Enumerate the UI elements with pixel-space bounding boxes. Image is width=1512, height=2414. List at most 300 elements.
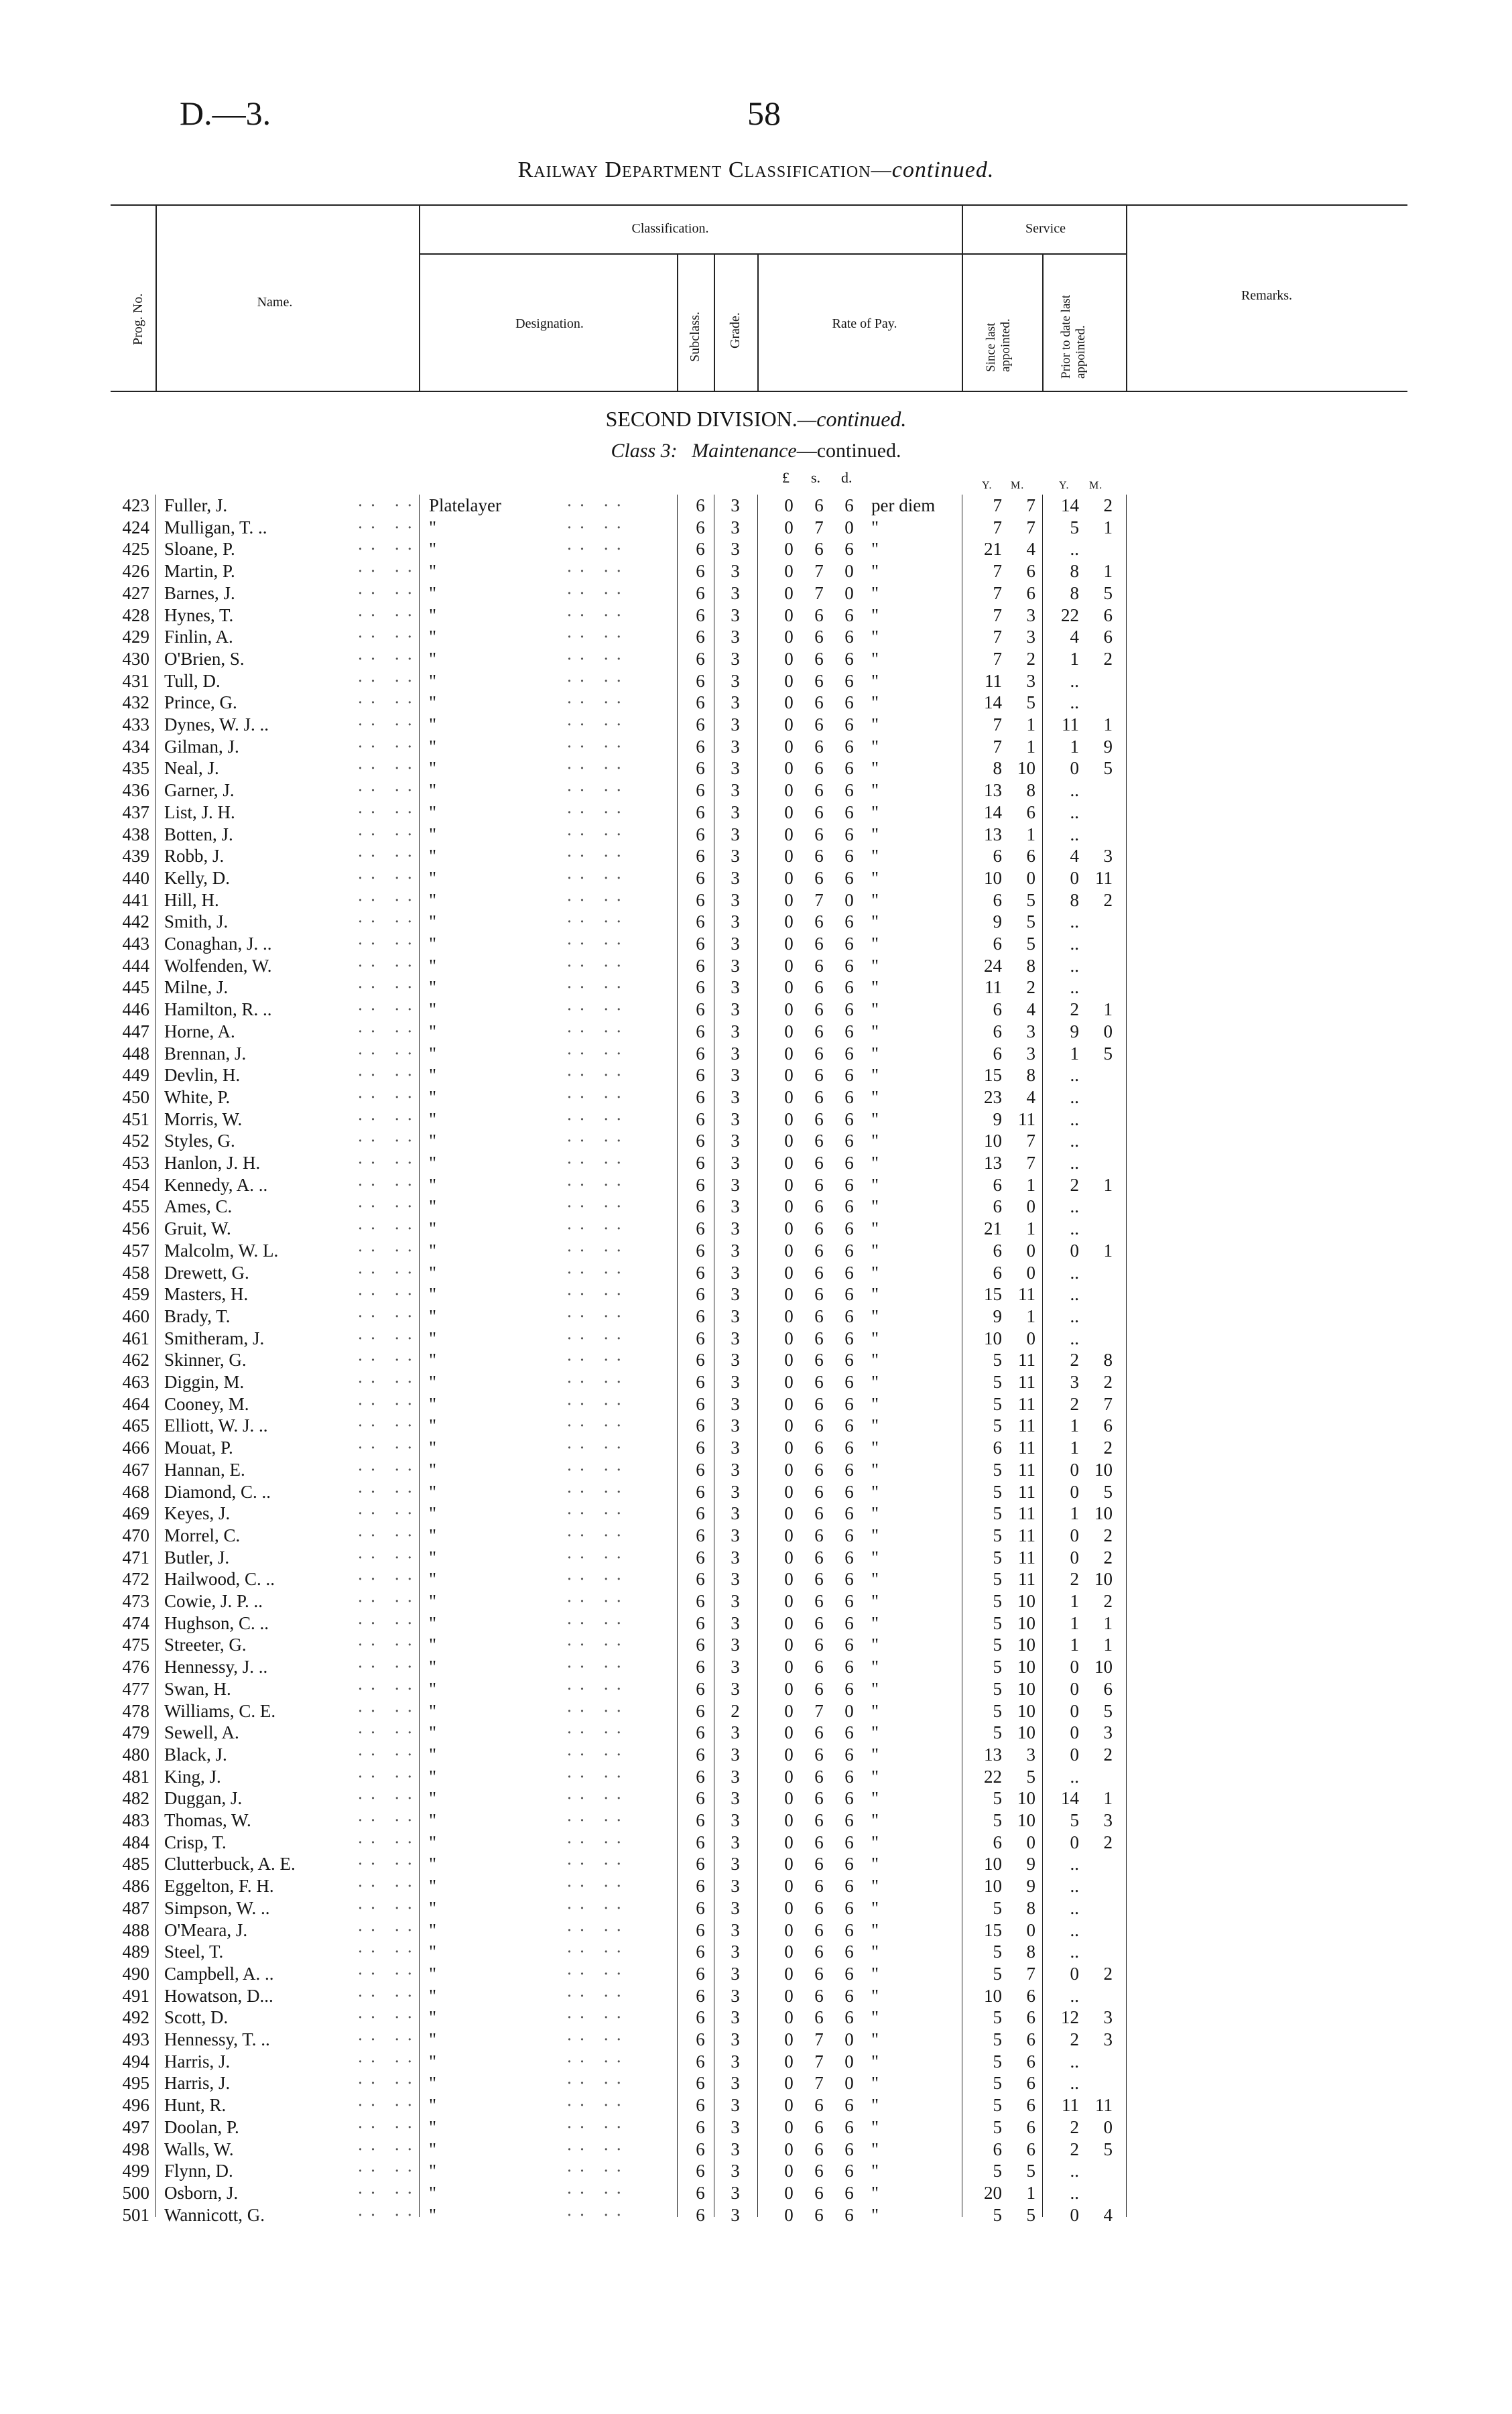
prog-number: 489: [122, 1942, 149, 1962]
prog-number: 446: [122, 999, 149, 1020]
prior-years: 3: [1070, 1372, 1079, 1392]
grade: 3: [731, 561, 740, 582]
grade: 3: [731, 867, 740, 888]
designation: ": [429, 1086, 437, 1107]
pay-period: ": [871, 1372, 879, 1392]
prior-years: ..: [1070, 1086, 1079, 1107]
leader-dots: ·· ··: [357, 1065, 420, 1086]
pay-shillings: 6: [814, 1547, 824, 1568]
designation: ": [429, 1985, 437, 2006]
designation: ": [429, 846, 437, 867]
leader-dots: ·· ··: [566, 1810, 629, 1830]
employee-name: Sloane, P.: [164, 539, 235, 560]
prior-years: ..: [1070, 977, 1079, 998]
pay-period: ": [871, 1218, 879, 1239]
since-months: 10: [1017, 1591, 1035, 1611]
leader-dots: ·· ··: [566, 1438, 629, 1458]
pay-period: ": [871, 1108, 879, 1129]
prior-months: 1: [1103, 517, 1113, 537]
grade: 3: [731, 495, 740, 515]
pay-pounds: 0: [784, 889, 794, 910]
pay-shillings: 6: [814, 1415, 824, 1436]
grade: 3: [731, 1153, 740, 1173]
pay-pence: 6: [844, 999, 854, 1020]
employee-name: Barnes, J.: [164, 582, 235, 603]
prog-number: 424: [122, 517, 149, 537]
grade: 3: [731, 1350, 740, 1371]
grade: 3: [731, 1766, 740, 1787]
grade: 3: [731, 1657, 740, 1677]
prior-years: 0: [1070, 1722, 1079, 1743]
table-row: [0, 1306, 1512, 1327]
since-years: 14: [984, 802, 1002, 822]
pay-shillings: 6: [814, 802, 824, 822]
prior-months: 4: [1103, 2204, 1113, 2225]
subclass: 6: [696, 911, 705, 932]
since-years: 5: [993, 2204, 1002, 2225]
since-years: 5: [993, 1722, 1002, 1743]
pay-pounds: 0: [784, 1438, 794, 1458]
leader-dots: ·· ··: [566, 517, 629, 537]
prog-number: 487: [122, 1897, 149, 1918]
prior-to-date-header: Prior to date last appointed.: [1059, 294, 1088, 379]
subclass: 6: [696, 1108, 705, 1129]
subclass: 6: [696, 561, 705, 582]
since-months: 1: [1026, 714, 1035, 735]
designation: ": [429, 1503, 437, 1524]
subclass: 6: [696, 846, 705, 867]
since-years: 5: [993, 2051, 1002, 2072]
leader-dots: ·· ··: [566, 1612, 629, 1633]
prior-months: 9: [1103, 736, 1113, 757]
since-years: 10: [984, 867, 1002, 888]
since-years: 5: [993, 2073, 1002, 2094]
designation: ": [429, 1174, 437, 1195]
employee-name: Scott, D.: [164, 2007, 229, 2028]
pay-shillings: 6: [814, 1854, 824, 1875]
leader-dots: ·· ··: [566, 2095, 629, 2116]
since-years: 5: [993, 1393, 1002, 1414]
since-years: 5: [993, 1700, 1002, 1721]
pay-shillings: 6: [814, 2095, 824, 2116]
employee-name: Elliott, W. J. ..: [164, 1415, 268, 1436]
pay-shillings: 6: [814, 1240, 824, 1261]
employee-name: Smith, J.: [164, 911, 229, 932]
table-row: [0, 1568, 1512, 1590]
since-years: 21: [984, 1218, 1002, 1239]
designation: ": [429, 2051, 437, 2072]
pay-pence: 6: [844, 692, 854, 713]
leader-dots: ·· ··: [566, 2051, 629, 2072]
pay-pounds: 0: [784, 1393, 794, 1414]
subclass: 6: [696, 1591, 705, 1611]
pay-pence: 6: [844, 1569, 854, 1590]
pay-pounds: 0: [784, 714, 794, 735]
subclass: 6: [696, 1153, 705, 1173]
employee-name: Hannan, E.: [164, 1459, 245, 1480]
pay-pounds: 0: [784, 1635, 794, 1655]
pay-period: ": [871, 1744, 879, 1765]
prior-months: 3: [1103, 2029, 1113, 2049]
grade: 3: [731, 1306, 740, 1326]
subclass: 6: [696, 2139, 705, 2159]
prior-years: 2: [1070, 2116, 1079, 2137]
shilling-unit: s.: [811, 469, 821, 486]
leader-dots: ·· ··: [357, 1766, 420, 1787]
pay-pence: 6: [844, 2161, 854, 2181]
since-years: 7: [993, 648, 1002, 669]
pay-shillings: 7: [814, 2029, 824, 2049]
pay-pence: 6: [844, 1021, 854, 1041]
leader-dots: ·· ··: [566, 758, 629, 779]
since-months: 9: [1026, 1876, 1035, 1897]
grade: 3: [731, 1065, 740, 1086]
since-months: 0: [1026, 1919, 1035, 1940]
leader-dots: ·· ··: [357, 1657, 420, 1677]
designation: ": [429, 1328, 437, 1348]
leader-dots: ·· ··: [357, 1832, 420, 1852]
since-months: 7: [1026, 1153, 1035, 1173]
prior-months: 11: [1095, 2095, 1113, 2116]
prior-years: 1: [1070, 1438, 1079, 1458]
pay-shillings: 6: [814, 1393, 824, 1414]
leader-dots: ·· ··: [566, 1284, 629, 1305]
employee-name: Osborn, J.: [164, 2182, 239, 2203]
prog-number: 479: [122, 1722, 149, 1743]
subclass: 6: [696, 867, 705, 888]
pay-period: ": [871, 1722, 879, 1743]
employee-name: Hughson, C. ..: [164, 1612, 269, 1633]
prior-years: ..: [1070, 1897, 1079, 1918]
subclass: 6: [696, 1021, 705, 1041]
prior-years: ..: [1070, 2161, 1079, 2181]
table-row: [0, 933, 1512, 954]
prog-number: 433: [122, 714, 149, 735]
prior-months: 10: [1094, 1569, 1113, 1590]
pay-period: ": [871, 999, 879, 1020]
prog-number: 488: [122, 1919, 149, 1940]
prior-years: 0: [1070, 1547, 1079, 1568]
leader-dots: ·· ··: [566, 824, 629, 844]
prior-months: 2: [1103, 495, 1113, 515]
pay-shillings: 6: [814, 1657, 824, 1677]
prior-months: 2: [1103, 1525, 1113, 1545]
prior-years: ..: [1070, 1766, 1079, 1787]
designation: ": [429, 1678, 437, 1699]
leader-dots: ·· ··: [357, 1876, 420, 1897]
employee-name: Malcolm, W. L.: [164, 1240, 279, 1261]
subclass: 6: [696, 1919, 705, 1940]
prior-years: 8: [1070, 582, 1079, 603]
prog-number: 491: [122, 1985, 149, 2006]
since-months: 8: [1026, 780, 1035, 801]
prior-years: 0: [1070, 758, 1079, 779]
prior-months: 2: [1103, 889, 1113, 910]
pay-pence: 6: [844, 2204, 854, 2225]
pay-pence: 6: [844, 955, 854, 976]
designation: ": [429, 1131, 437, 1151]
employee-name: Wannicott, G.: [164, 2204, 265, 2225]
table-row: [0, 999, 1512, 1020]
grade: 3: [731, 2051, 740, 2072]
designation: Platelayer: [429, 495, 501, 515]
leader-dots: ·· ··: [566, 2007, 629, 2028]
subclass: 6: [696, 1525, 705, 1545]
designation: ": [429, 1438, 437, 1458]
since-years: 7: [993, 627, 1002, 647]
prior-months: 5: [1103, 582, 1113, 603]
grade: 3: [731, 539, 740, 560]
pay-shillings: 6: [814, 1306, 824, 1326]
since-years: 6: [993, 1240, 1002, 1261]
grade: 3: [731, 911, 740, 932]
designation: ": [429, 1459, 437, 1480]
since-months: 2: [1026, 648, 1035, 669]
prog-number: 447: [122, 1021, 149, 1041]
since-years: 7: [993, 736, 1002, 757]
pay-pounds: 0: [784, 539, 794, 560]
pay-pence: 6: [844, 1503, 854, 1524]
subclass: 6: [696, 2204, 705, 2225]
since-years: 23: [984, 1086, 1002, 1107]
prog-number: 437: [122, 802, 149, 822]
pay-shillings: 6: [814, 1218, 824, 1239]
leader-dots: ·· ··: [566, 780, 629, 801]
subclass: 6: [696, 1788, 705, 1809]
leader-dots: ·· ··: [357, 539, 420, 560]
prior-years: ..: [1070, 1131, 1079, 1151]
table-row: [0, 1459, 1512, 1480]
designation: ": [429, 802, 437, 822]
since-years: 13: [984, 780, 1002, 801]
pay-pence: 6: [844, 1722, 854, 1743]
leader-dots: ·· ··: [566, 1854, 629, 1875]
pay-shillings: 6: [814, 736, 824, 757]
pay-period: ": [871, 1612, 879, 1633]
leader-dots: ·· ··: [357, 1086, 420, 1107]
pay-pence: 6: [844, 1196, 854, 1217]
designation: ": [429, 934, 437, 954]
pay-shillings: 7: [814, 517, 824, 537]
prog-number: 493: [122, 2029, 149, 2049]
prior-years: ..: [1070, 1854, 1079, 1875]
employee-name: Gilman, J.: [164, 736, 239, 757]
leader-dots: ·· ··: [566, 1919, 629, 1940]
since-years: 9: [993, 1108, 1002, 1129]
pay-pounds: 0: [784, 2007, 794, 2028]
subclass: 6: [696, 1744, 705, 1765]
since-months: 5: [1026, 934, 1035, 954]
pay-shillings: 6: [814, 999, 824, 1020]
designation: ": [429, 824, 437, 844]
leader-dots: ·· ··: [566, 1722, 629, 1743]
since-years: 9: [993, 911, 1002, 932]
since-months: 5: [1026, 911, 1035, 932]
pay-period: ": [871, 780, 879, 801]
prog-number: 494: [122, 2051, 149, 2072]
subclass: 6: [696, 627, 705, 647]
subclass: 6: [696, 692, 705, 713]
leader-dots: ·· ··: [357, 2116, 420, 2137]
pay-period: ": [871, 2161, 879, 2181]
prior-years: 14: [1061, 495, 1079, 515]
since-years: 5: [993, 1678, 1002, 1699]
since-months: 8: [1026, 1942, 1035, 1962]
pence-unit: d.: [841, 469, 853, 486]
since-years: 5: [993, 1525, 1002, 1545]
prog-number: 438: [122, 824, 149, 844]
leader-dots: ·· ··: [357, 1240, 420, 1261]
since-months: 6: [1026, 2029, 1035, 2049]
since-years: 20: [984, 2182, 1002, 2203]
subclass: 6: [696, 605, 705, 625]
leader-dots: ·· ··: [357, 1942, 420, 1962]
since-years: 7: [993, 495, 1002, 515]
pay-pence: 6: [844, 495, 854, 515]
designation: ": [429, 1284, 437, 1305]
table-row: [0, 1240, 1512, 1261]
prior-years: 8: [1070, 561, 1079, 582]
prior-years: 8: [1070, 889, 1079, 910]
designation: ": [429, 2095, 437, 2116]
pay-shillings: 6: [814, 1897, 824, 1918]
designation: ": [429, 1372, 437, 1392]
pay-pounds: 0: [784, 1591, 794, 1611]
leader-dots: ·· ··: [357, 934, 420, 954]
leader-dots: ·· ··: [566, 1963, 629, 1984]
pay-period: ": [871, 846, 879, 867]
pay-pence: 6: [844, 1678, 854, 1699]
since-years: 6: [993, 889, 1002, 910]
prior-years: 2: [1070, 1569, 1079, 1590]
leader-dots: ·· ··: [566, 846, 629, 867]
designation: ": [429, 1393, 437, 1414]
pay-shillings: 6: [814, 1021, 824, 1041]
pay-pence: 6: [844, 934, 854, 954]
employee-name: Duggan, J.: [164, 1788, 243, 1809]
leader-dots: ·· ··: [566, 2204, 629, 2225]
pay-period: ": [871, 1810, 879, 1830]
since-months: 0: [1026, 1328, 1035, 1348]
pay-pence: 6: [844, 1481, 854, 1502]
employee-name: Cowie, J. P. ..: [164, 1591, 263, 1611]
leader-dots: ·· ··: [566, 1942, 629, 1962]
prior-years: ..: [1070, 2051, 1079, 2072]
prior-months: 2: [1103, 1547, 1113, 1568]
prog-number: 425: [122, 539, 149, 560]
pay-pence: 6: [844, 648, 854, 669]
designation: ": [429, 1043, 437, 1064]
since-months: 11: [1018, 1393, 1035, 1414]
pay-period: ": [871, 889, 879, 910]
pay-pounds: 0: [784, 1985, 794, 2006]
subclass: 6: [696, 780, 705, 801]
class-suffix: —continued.: [796, 440, 901, 462]
since-months: 11: [1018, 1503, 1035, 1524]
pay-pounds: 0: [784, 1065, 794, 1086]
pay-period: ": [871, 1854, 879, 1875]
subclass: 6: [696, 758, 705, 779]
leader-dots: ·· ··: [357, 2095, 420, 2116]
title-suffix: —continued.: [871, 157, 995, 182]
class-label: Class 3:: [611, 440, 678, 462]
since-months: 4: [1026, 539, 1035, 560]
grade: 3: [731, 1284, 740, 1305]
since-last-header: Since last appointed.: [984, 318, 1013, 372]
employee-name: Martin, P.: [164, 561, 235, 582]
prog-number: 485: [122, 1854, 149, 1875]
table-row: [0, 1086, 1512, 1108]
prior-years: 11: [1062, 714, 1079, 735]
grade: 3: [731, 1635, 740, 1655]
leader-dots: ·· ··: [566, 714, 629, 735]
grade: 3: [731, 1569, 740, 1590]
since-months: 1: [1026, 2182, 1035, 2203]
since-years: 13: [984, 1153, 1002, 1173]
designation: ": [429, 1766, 437, 1787]
prior-years: 0: [1070, 867, 1079, 888]
since-years: 5: [993, 1459, 1002, 1480]
subclass: 6: [696, 1810, 705, 1830]
prior-years: 0: [1070, 1657, 1079, 1677]
prior-years: ..: [1070, 1262, 1079, 1283]
table-row: [0, 2160, 1512, 2181]
prior-years: 1: [1070, 648, 1079, 669]
grade: 3: [731, 692, 740, 713]
subclass: 6: [696, 1438, 705, 1458]
subclass: 6: [696, 1393, 705, 1414]
pay-pounds: 0: [784, 517, 794, 537]
designation: ": [429, 539, 437, 560]
employee-name: Williams, C. E.: [164, 1700, 276, 1721]
grade: 3: [731, 1744, 740, 1765]
leader-dots: ·· ··: [566, 1328, 629, 1348]
designation: ": [429, 736, 437, 757]
leader-dots: ·· ··: [357, 2182, 420, 2203]
pay-shillings: 6: [814, 1635, 824, 1655]
employee-name: Prince, G.: [164, 692, 237, 713]
prior-years: 22: [1061, 605, 1079, 625]
pay-shillings: 6: [814, 627, 824, 647]
subclass: 6: [696, 1328, 705, 1348]
prog-number: 463: [122, 1372, 149, 1392]
pay-pence: 6: [844, 1832, 854, 1852]
since-months: 10: [1017, 1657, 1035, 1677]
leader-dots: ·· ··: [357, 692, 420, 713]
since-years: 10: [984, 1876, 1002, 1897]
since-years: 7: [993, 561, 1002, 582]
pay-period: ": [871, 1086, 879, 1107]
pay-period: ": [871, 1196, 879, 1217]
prog-number: 483: [122, 1810, 149, 1830]
since-months: 6: [1026, 2116, 1035, 2137]
prior-years: 0: [1070, 1481, 1079, 1502]
prog-no-header: Prog. No.: [131, 293, 145, 345]
table-row: [0, 1744, 1512, 1765]
pay-pounds: 0: [784, 1108, 794, 1129]
pay-shillings: 6: [814, 2161, 824, 2181]
pay-pence: 6: [844, 1438, 854, 1458]
designation: ": [429, 1700, 437, 1721]
since-months: 11: [1018, 1415, 1035, 1436]
leader-dots: ·· ··: [566, 692, 629, 713]
grade: 3: [731, 670, 740, 691]
since-months: 1: [1026, 1218, 1035, 1239]
grade: 3: [731, 1897, 740, 1918]
since-years: 5: [993, 1612, 1002, 1633]
leader-dots: ·· ··: [357, 1218, 420, 1239]
document-reference: D.—3.: [180, 94, 271, 132]
